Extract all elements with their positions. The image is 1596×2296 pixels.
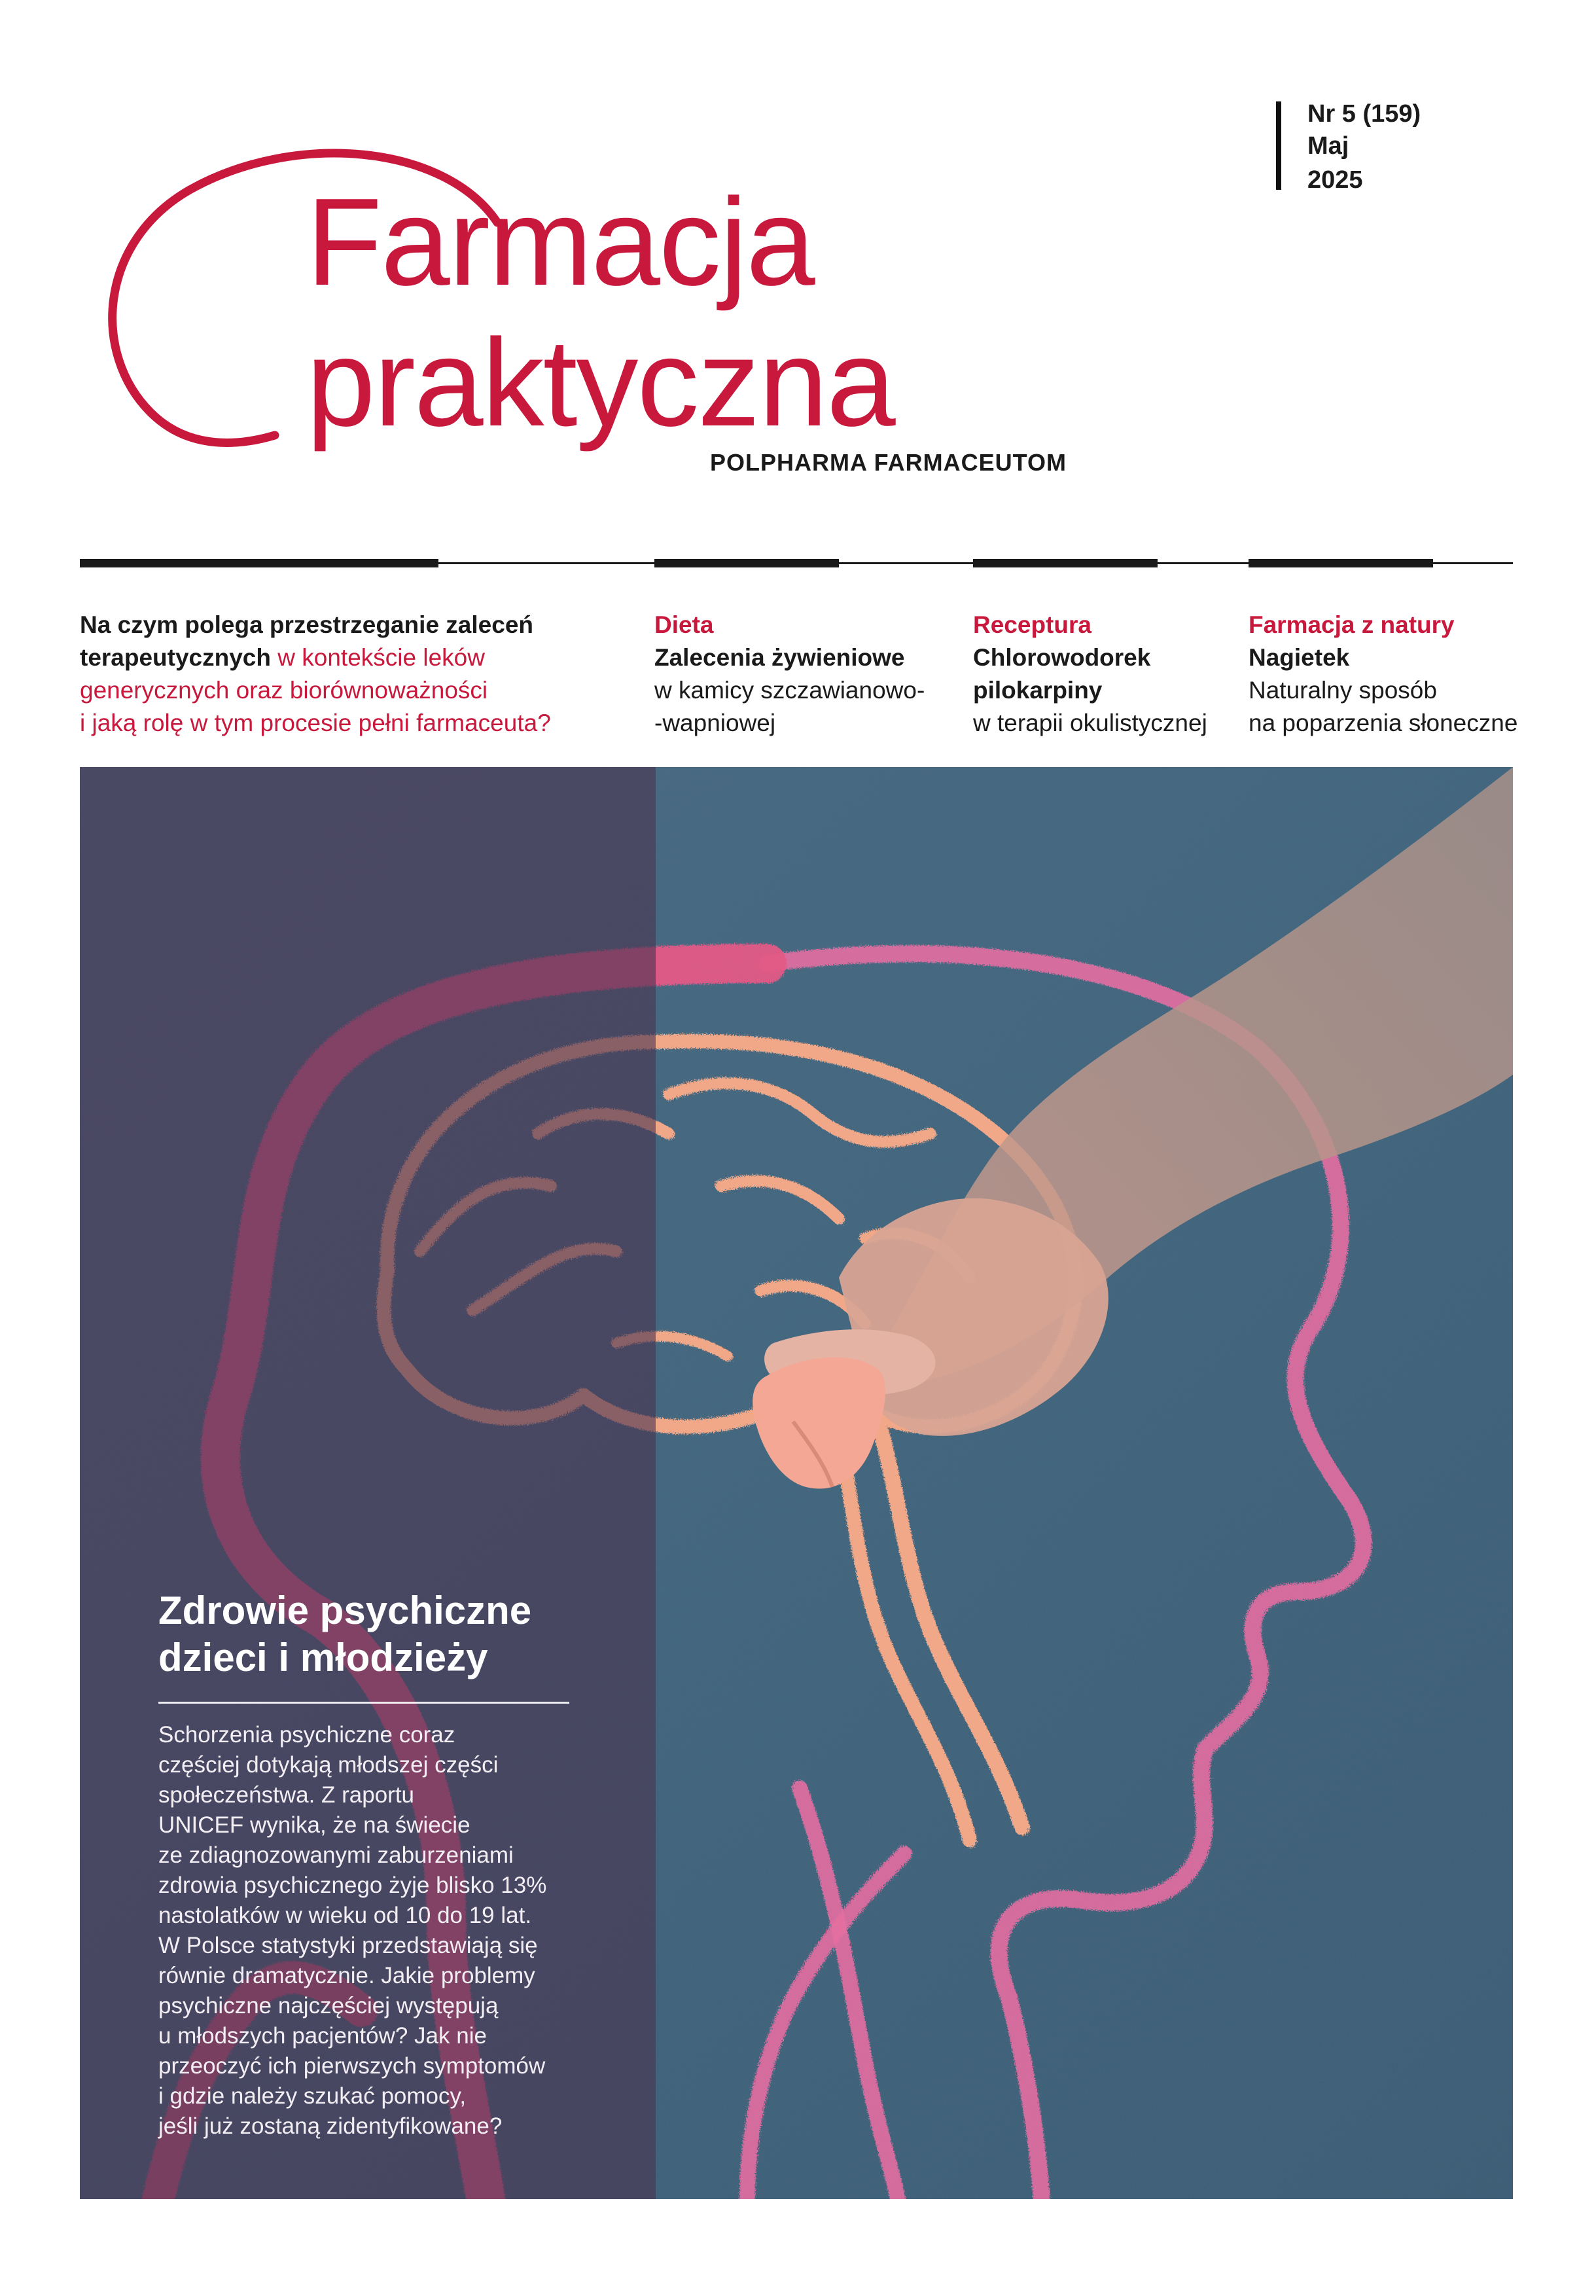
lead-line: równie dramatycznie. Jakie problemy <box>158 1963 535 1988</box>
lead-line: W Polsce statystyki przedstawiają się <box>158 1933 538 1958</box>
teaser-text: w kamicy szczawianowo- <box>654 677 925 704</box>
magazine-title-line2: praktyczna <box>306 314 895 452</box>
teaser-text: Naturalny sposób <box>1249 677 1437 704</box>
lead-line: nastolatków w wieku od 10 do 19 lat. <box>158 1903 532 1928</box>
teaser-text: terapeutycznych <box>80 644 271 671</box>
column-rule-accent <box>80 559 438 567</box>
teaser-section-label: Receptura <box>973 611 1091 638</box>
teaser-text: i jaką rolę w tym procesie pełni farmaceuta? <box>80 709 551 736</box>
teaser-adherence <box>80 609 551 740</box>
cover-story-title-line: Zdrowie psychiczne <box>158 1588 532 1632</box>
column-rule-accent <box>654 559 839 567</box>
teaser-text: generycznych oraz biorównoważności <box>80 677 488 704</box>
teaser-headline: pilokarpiny <box>973 677 1103 704</box>
magazine-title-line1: Farmacja <box>306 173 814 312</box>
lead-line: społeczeństwa. Z raportu <box>158 1782 415 1808</box>
teaser-headline: Chlorowodorek <box>973 644 1151 671</box>
cover-story-lead <box>158 1720 603 2142</box>
lead-line: Schorzenia psychiczne coraz <box>158 1722 455 1748</box>
teaser-section-label: Dieta <box>654 611 714 638</box>
lead-line: ze zdiagnozowanymi zaburzeniami <box>158 1842 514 1868</box>
teaser-text: -wapniowej <box>654 709 776 736</box>
teaser-line <box>80 707 551 740</box>
teaser-line <box>80 609 551 641</box>
teaser-receptura <box>973 609 1207 740</box>
lead-line: jeśli już zostaną zidentyfikowane? <box>158 2113 503 2139</box>
lead-line: zdrowia psychicznego żyje blisko 13% <box>158 1873 547 1898</box>
lead-line: częściej dotykają młodszej części <box>158 1752 499 1778</box>
teaser-section-label: Farmacja z natury <box>1249 611 1455 638</box>
teaser-line <box>80 674 551 707</box>
lead-line: przeoczyć ich pierwszych symptomów <box>158 2053 546 2079</box>
teaser-farmacja-z-natury <box>1249 609 1517 740</box>
issue-month: Maj <box>1307 132 1349 160</box>
lead-line: psychiczne najczęściej występują <box>158 1993 499 2018</box>
column-rule-accent <box>1249 559 1433 567</box>
lead-line: u młodszych pacjentów? Jak nie <box>158 2023 487 2049</box>
teaser-headline: Nagietek <box>1249 644 1350 671</box>
lead-line: UNICEF wynika, że na świecie <box>158 1812 470 1838</box>
teaser-text: w kontekście leków <box>271 644 485 671</box>
issue-number: Nr 5 (159) <box>1307 100 1421 128</box>
teaser-text: na poparzenia słoneczne <box>1249 709 1518 736</box>
teaser-dieta <box>654 609 925 740</box>
publisher-tagline: POLPHARMA FARMACEUTOM <box>710 449 1067 476</box>
cover-story-title <box>158 1587 531 1681</box>
teaser-text: w terapii okulistycznej <box>973 709 1207 736</box>
teaser-line <box>80 641 551 674</box>
cover-story-divider <box>158 1702 569 1704</box>
teaser-headline: Zalecenia żywieniowe <box>654 644 905 671</box>
cover-story-title-line: dzieci i młodzieży <box>158 1636 488 1679</box>
issue-divider-bar <box>1276 101 1281 190</box>
teaser-text: Na czym polega przestrzeganie zaleceń <box>80 611 533 638</box>
lead-line: i gdzie należy szukać pomocy, <box>158 2083 467 2109</box>
column-rule-accent <box>973 559 1158 567</box>
issue-year: 2025 <box>1307 166 1363 194</box>
